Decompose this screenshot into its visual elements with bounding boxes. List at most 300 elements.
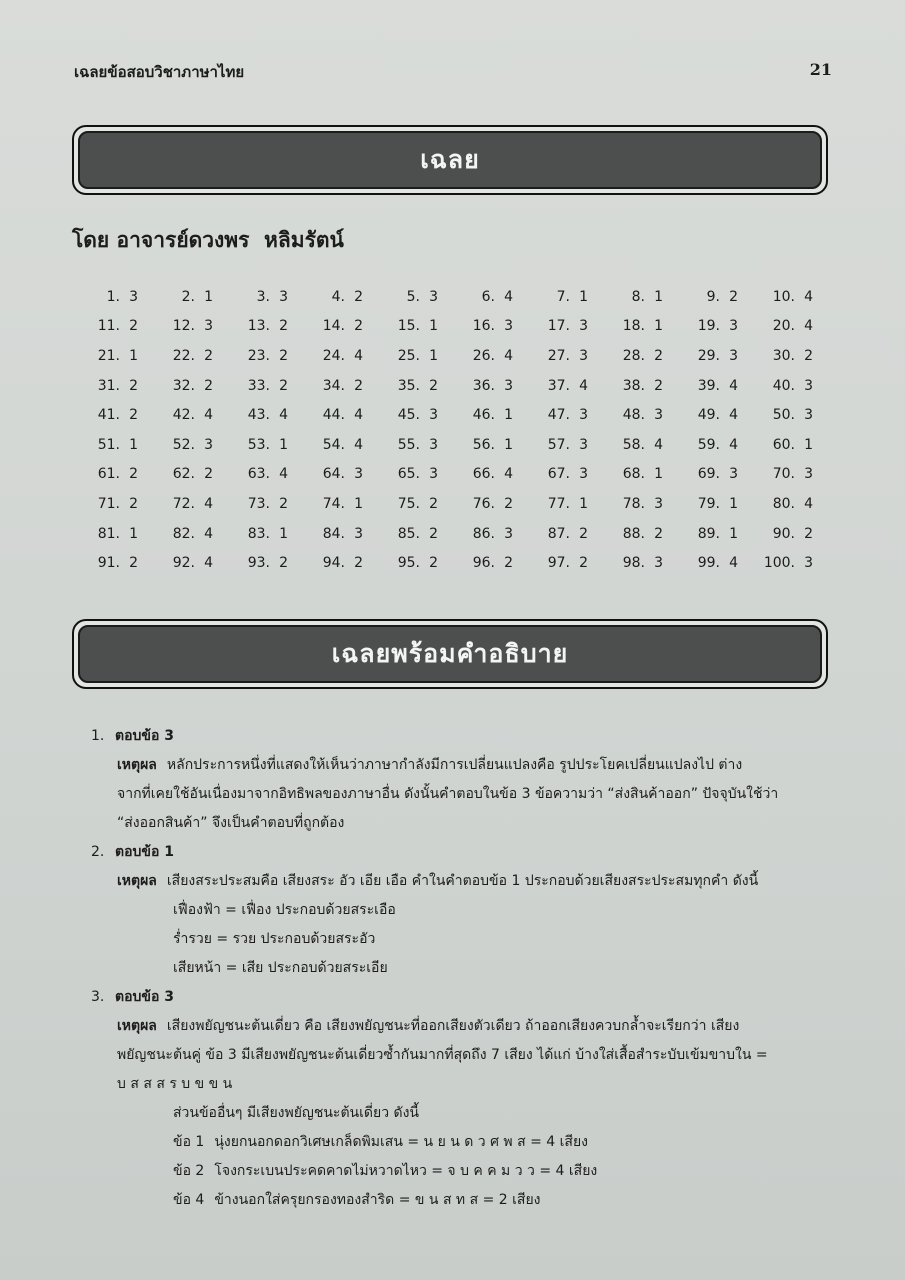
answer-heading <box>91 838 831 867</box>
question-number: 55. <box>397 436 420 453</box>
question-number: 28. <box>622 347 645 364</box>
answer-key-item <box>599 400 674 430</box>
answer-key-item <box>749 548 824 578</box>
answer-choice: 2 <box>354 318 363 335</box>
question-number: 82. <box>172 525 195 542</box>
answer-key-item <box>449 282 524 312</box>
answer-key-item <box>149 312 224 342</box>
question-number: 62. <box>172 466 195 483</box>
question-number: 47. <box>547 407 570 424</box>
reason-line <box>91 1070 831 1099</box>
answer-key-item <box>299 282 374 312</box>
reason-label: เหตุผล <box>117 1018 157 1034</box>
item-number: 2. <box>91 844 105 860</box>
question-number: 13. <box>247 318 270 335</box>
explanations-banner-inner <box>78 625 822 683</box>
question-number: 42. <box>172 407 195 424</box>
answer-choice: 1 <box>429 318 438 335</box>
answer-choice: 3 <box>504 318 513 335</box>
answer-key-item <box>524 312 599 342</box>
answer-key-item <box>674 341 749 371</box>
question-number: 12. <box>172 318 195 335</box>
question-number: 23. <box>247 347 270 364</box>
answer-text: ตอบข้อ 3 <box>115 728 174 744</box>
answer-choice: 4 <box>729 407 738 424</box>
answer-choice: 3 <box>429 407 438 424</box>
answer-choice: 1 <box>129 525 138 542</box>
question-number: 44. <box>322 407 345 424</box>
answer-key-item <box>749 341 824 371</box>
answer-choice: 2 <box>804 347 813 364</box>
answer-key-item <box>149 460 224 490</box>
answer-choice: 3 <box>354 525 363 542</box>
answer-key-item <box>449 341 524 371</box>
answer-key-item <box>224 282 299 312</box>
answer-choice: 4 <box>204 407 213 424</box>
answer-choice: 2 <box>429 555 438 572</box>
answer-key-item <box>674 519 749 549</box>
answer-key-item <box>524 489 599 519</box>
answer-key-item <box>524 430 599 460</box>
answer-key-item <box>299 519 374 549</box>
answer-choice: 2 <box>729 288 738 305</box>
answer-choice: 1 <box>129 436 138 453</box>
answer-choice: 2 <box>804 525 813 542</box>
question-number: 1. <box>106 288 120 305</box>
answer-key-item <box>74 341 149 371</box>
answer-choice: 2 <box>129 407 138 424</box>
answer-key-item <box>74 519 149 549</box>
answer-key-item <box>374 400 449 430</box>
question-number: 72. <box>172 495 195 512</box>
answer-key-item <box>524 548 599 578</box>
answer-key-item <box>299 460 374 490</box>
answer-key-item <box>599 312 674 342</box>
answer-key-item <box>599 519 674 549</box>
example-line <box>91 954 831 983</box>
answer-key-item <box>149 430 224 460</box>
running-header <box>74 60 832 82</box>
answer-choice: 4 <box>354 436 363 453</box>
answer-choice: 3 <box>354 466 363 483</box>
question-number: 91. <box>97 555 120 572</box>
answer-choice: 2 <box>129 466 138 483</box>
question-number: 2. <box>181 288 195 305</box>
example-text: ร่ำรวย = รวย ประกอบด้วยสระอัว <box>173 931 376 947</box>
example-text: ข้างนอกใส่ครุยกรองทองสำริด = ข น ส ท ส = 2 เสียง <box>214 1192 541 1208</box>
reason-text: “ส่งออกสินค้า” จึงเป็นคำตอบที่ถูกต้อง <box>117 815 345 831</box>
example-text: นุ่งยกนอกดอกวิเศษเกล็ดพิมเสน = น ย น ด ว ศ พ ส = 4 เสียง <box>214 1134 589 1150</box>
answer-choice: 2 <box>279 555 288 572</box>
question-number: 56. <box>472 436 495 453</box>
question-number: 48. <box>622 407 645 424</box>
answer-choice: 3 <box>804 466 813 483</box>
question-number: 39. <box>697 377 720 394</box>
question-number: 66. <box>472 466 495 483</box>
answer-choice: 1 <box>204 288 213 305</box>
question-number: 78. <box>622 495 645 512</box>
question-number: 21. <box>97 347 120 364</box>
answer-key-item <box>449 371 524 401</box>
answers-banner <box>72 125 828 195</box>
question-number: 10. <box>772 288 795 305</box>
question-number: 100. <box>763 555 795 572</box>
answer-key-item <box>74 312 149 342</box>
answer-choice: 3 <box>504 377 513 394</box>
answer-choice: 4 <box>504 288 513 305</box>
answer-key-item <box>299 400 374 430</box>
reason-text: หลักประการหนึ่งที่แสดงให้เห็นว่าภาษากำลังมีการเปลี่ยนแปลงคือ รูปประโยคเปลี่ยนแปลงไป ต่าง <box>166 757 743 773</box>
answer-key-item <box>224 341 299 371</box>
answer-choice: 1 <box>654 466 663 483</box>
answer-choice: 2 <box>129 495 138 512</box>
reason-label: เหตุผล <box>117 757 157 773</box>
answer-choice: 3 <box>579 466 588 483</box>
answer-key-item <box>374 341 449 371</box>
answer-choice: 3 <box>129 288 138 305</box>
question-number: 51. <box>97 436 120 453</box>
answer-key-item <box>524 282 599 312</box>
answer-text: ตอบข้อ 3 <box>115 989 174 1005</box>
answer-text: ตอบข้อ 1 <box>115 844 174 860</box>
answer-key-item <box>599 460 674 490</box>
answer-choice: 2 <box>654 377 663 394</box>
question-number: 63. <box>247 466 270 483</box>
answer-choice: 4 <box>354 407 363 424</box>
answer-choice: 3 <box>654 555 663 572</box>
question-number: 52. <box>172 436 195 453</box>
question-number: 33. <box>247 377 270 394</box>
answers-banner-label: เฉลย <box>420 145 480 174</box>
example-line <box>91 1128 831 1157</box>
answer-choice: 4 <box>504 466 513 483</box>
explanations-banner <box>72 619 828 689</box>
answer-key-item <box>374 430 449 460</box>
example-text: เสียหน้า = เสีย ประกอบด้วยสระเอีย <box>173 960 388 976</box>
question-number: 83. <box>247 525 270 542</box>
question-number: 53. <box>247 436 270 453</box>
question-number: 8. <box>631 288 645 305</box>
question-number: 61. <box>97 466 120 483</box>
explanations-banner-label: เฉลยพร้อมคำอธิบาย <box>331 639 569 668</box>
answer-choice: 4 <box>279 466 288 483</box>
answer-key-item <box>224 430 299 460</box>
question-number: 29. <box>697 347 720 364</box>
question-number: 65. <box>397 466 420 483</box>
example-line <box>91 925 831 954</box>
example-text: โจงกระเบนประคดคาดไม่หวาดไหว = จ บ ค ค ม ว ว = 4 เสียง <box>214 1163 598 1179</box>
answer-key-item <box>524 460 599 490</box>
answer-choice: 1 <box>129 347 138 364</box>
answer-choice: 3 <box>654 407 663 424</box>
question-number: 60. <box>772 436 795 453</box>
answer-choice: 2 <box>654 525 663 542</box>
example-label: ข้อ 2 <box>173 1163 205 1179</box>
answer-choice: 2 <box>129 377 138 394</box>
answer-key-item <box>599 548 674 578</box>
question-number: 79. <box>697 495 720 512</box>
answer-key-item <box>299 341 374 371</box>
answer-choice: 4 <box>204 525 213 542</box>
question-number: 5. <box>406 288 420 305</box>
question-number: 38. <box>622 377 645 394</box>
question-number: 30. <box>772 347 795 364</box>
answer-choice: 4 <box>204 555 213 572</box>
answer-key-item <box>149 282 224 312</box>
question-number: 98. <box>622 555 645 572</box>
answer-key-item <box>599 371 674 401</box>
answer-key-item <box>74 371 149 401</box>
author-byline: โดย อาจารย์ดวงพร หลิมรัตน์ <box>72 227 344 252</box>
question-number: 81. <box>97 525 120 542</box>
answer-choice: 2 <box>504 495 513 512</box>
question-number: 7. <box>556 288 570 305</box>
example-text: ส่วนข้ออื่นๆ มีเสียงพยัญชนะต้นเดี่ยว ดังนี้ <box>173 1105 420 1121</box>
answer-key-item <box>674 460 749 490</box>
answer-key-item <box>449 400 524 430</box>
example-line <box>91 1099 831 1128</box>
answer-choice: 3 <box>579 347 588 364</box>
question-number: 31. <box>97 377 120 394</box>
answer-choice: 2 <box>429 377 438 394</box>
answer-key-item <box>674 489 749 519</box>
question-number: 76. <box>472 495 495 512</box>
item-number: 1. <box>91 728 105 744</box>
reason-line <box>91 867 831 896</box>
answer-choice: 2 <box>129 555 138 572</box>
answer-choice: 2 <box>579 525 588 542</box>
question-number: 99. <box>697 555 720 572</box>
answer-key-item <box>749 460 824 490</box>
answer-choice: 1 <box>504 436 513 453</box>
question-number: 46. <box>472 407 495 424</box>
answer-key-item <box>524 341 599 371</box>
answer-key-item <box>374 282 449 312</box>
question-number: 16. <box>472 318 495 335</box>
answer-key-item <box>224 371 299 401</box>
answer-key-item <box>749 400 824 430</box>
question-number: 18. <box>622 318 645 335</box>
answer-key-item <box>224 312 299 342</box>
answer-key-item <box>74 430 149 460</box>
question-number: 26. <box>472 347 495 364</box>
question-number: 90. <box>772 525 795 542</box>
answer-choice: 1 <box>504 407 513 424</box>
answer-choice: 1 <box>804 436 813 453</box>
question-number: 95. <box>397 555 420 572</box>
answer-choice: 3 <box>579 318 588 335</box>
example-label: ข้อ 1 <box>173 1134 205 1150</box>
answers-banner-inner <box>78 131 822 189</box>
answer-choice: 4 <box>654 436 663 453</box>
reason-line <box>91 1041 831 1070</box>
question-number: 49. <box>697 407 720 424</box>
answer-choice: 2 <box>429 525 438 542</box>
answer-key-item <box>449 519 524 549</box>
answer-choice: 2 <box>279 495 288 512</box>
answer-key-item <box>224 460 299 490</box>
answer-choice: 4 <box>729 436 738 453</box>
answer-key-item <box>749 430 824 460</box>
answer-key-item <box>224 519 299 549</box>
answer-key-item <box>749 489 824 519</box>
question-number: 94. <box>322 555 345 572</box>
question-number: 54. <box>322 436 345 453</box>
answer-key-item <box>449 430 524 460</box>
example-line <box>91 1186 831 1215</box>
answer-choice: 3 <box>804 377 813 394</box>
answer-choice: 4 <box>354 347 363 364</box>
answer-choice: 4 <box>804 495 813 512</box>
answer-choice: 3 <box>654 495 663 512</box>
question-number: 37. <box>547 377 570 394</box>
item-number: 3. <box>91 989 105 1005</box>
answer-key-item <box>749 371 824 401</box>
answer-choice: 1 <box>654 318 663 335</box>
question-number: 75. <box>397 495 420 512</box>
answer-choice: 3 <box>729 318 738 335</box>
answer-choice: 2 <box>579 555 588 572</box>
answer-choice: 3 <box>204 318 213 335</box>
question-number: 22. <box>172 347 195 364</box>
question-number: 70. <box>772 466 795 483</box>
reason-line <box>91 1012 831 1041</box>
answer-choice: 1 <box>354 495 363 512</box>
question-number: 57. <box>547 436 570 453</box>
question-number: 59. <box>697 436 720 453</box>
question-number: 68. <box>622 466 645 483</box>
answer-choice: 2 <box>279 318 288 335</box>
answer-key-item <box>674 400 749 430</box>
example-label: ข้อ 4 <box>173 1192 205 1208</box>
answer-choice: 2 <box>654 347 663 364</box>
explanations-section <box>91 722 831 1215</box>
answer-key-item <box>299 548 374 578</box>
question-number: 80. <box>772 495 795 512</box>
answer-choice: 2 <box>354 377 363 394</box>
answer-key-item <box>149 489 224 519</box>
answer-key-item <box>224 548 299 578</box>
answer-choice: 4 <box>729 377 738 394</box>
question-number: 15. <box>397 318 420 335</box>
question-number: 9. <box>706 288 720 305</box>
answer-choice: 3 <box>579 436 588 453</box>
question-number: 27. <box>547 347 570 364</box>
question-number: 64. <box>322 466 345 483</box>
answer-key-item <box>74 400 149 430</box>
question-number: 40. <box>772 377 795 394</box>
answer-choice: 4 <box>579 377 588 394</box>
question-number: 85. <box>397 525 420 542</box>
answer-choice: 4 <box>504 347 513 364</box>
question-number: 19. <box>697 318 720 335</box>
answer-key-item <box>74 282 149 312</box>
question-number: 86. <box>472 525 495 542</box>
answer-key-item <box>674 282 749 312</box>
answer-key-item <box>149 341 224 371</box>
answer-key-item <box>149 548 224 578</box>
answer-key-item <box>599 341 674 371</box>
answer-choice: 1 <box>729 495 738 512</box>
answer-key-item <box>524 519 599 549</box>
answer-choice: 1 <box>279 436 288 453</box>
answer-choice: 1 <box>429 347 438 364</box>
answer-choice: 4 <box>204 495 213 512</box>
question-number: 77. <box>547 495 570 512</box>
answer-key-item <box>449 489 524 519</box>
answer-choice: 3 <box>429 466 438 483</box>
question-number: 17. <box>547 318 570 335</box>
answer-choice: 2 <box>279 377 288 394</box>
answer-choice: 3 <box>279 288 288 305</box>
answer-key-item <box>74 548 149 578</box>
answer-key-item <box>74 460 149 490</box>
answer-key-item <box>224 400 299 430</box>
answer-heading <box>91 983 831 1012</box>
question-number: 87. <box>547 525 570 542</box>
answer-key-item <box>599 430 674 460</box>
answer-key-item <box>674 430 749 460</box>
page-number: 21 <box>809 60 832 79</box>
question-number: 73. <box>247 495 270 512</box>
question-number: 35. <box>397 377 420 394</box>
answer-key-item <box>299 430 374 460</box>
answer-choice: 4 <box>804 318 813 335</box>
answer-choice: 1 <box>279 525 288 542</box>
answer-heading <box>91 722 831 751</box>
question-number: 45. <box>397 407 420 424</box>
answer-key-item <box>749 282 824 312</box>
answer-key-item <box>149 400 224 430</box>
question-number: 36. <box>472 377 495 394</box>
question-number: 14. <box>322 318 345 335</box>
answer-choice: 3 <box>729 347 738 364</box>
question-number: 71. <box>97 495 120 512</box>
answer-key-grid <box>74 282 824 578</box>
answer-choice: 2 <box>129 318 138 335</box>
example-text: เฟื่องฟ้า = เฟื่อง ประกอบด้วยสระเอือ <box>173 902 396 918</box>
answer-key-item <box>224 489 299 519</box>
answer-key-item <box>524 371 599 401</box>
answer-key-item <box>149 371 224 401</box>
reason-text: จากที่เคยใช้อันเนื่องมาจากอิทธิพลของภาษาอื่น ดังนั้นคำตอบในข้อ 3 ข้อความว่า “ส่งสินค้าออก” ปัจจุบันใช้ว่า <box>117 786 779 802</box>
answer-key-item <box>749 312 824 342</box>
answer-key-item <box>374 548 449 578</box>
answer-key-item <box>299 312 374 342</box>
answer-choice: 3 <box>729 466 738 483</box>
question-number: 24. <box>322 347 345 364</box>
answer-key-item <box>674 548 749 578</box>
answer-key-item <box>749 519 824 549</box>
question-number: 58. <box>622 436 645 453</box>
answer-key-item <box>374 519 449 549</box>
answer-key-item <box>149 519 224 549</box>
answer-choice: 3 <box>804 407 813 424</box>
question-number: 3. <box>256 288 270 305</box>
answer-key-item <box>449 312 524 342</box>
answer-choice: 2 <box>504 555 513 572</box>
question-number: 88. <box>622 525 645 542</box>
answer-key-item <box>674 371 749 401</box>
reason-text: บ ส ส ส ร บ ข ข น <box>117 1076 233 1092</box>
answer-choice: 2 <box>429 495 438 512</box>
question-number: 32. <box>172 377 195 394</box>
reason-text: เสียงสระประสมคือ เสียงสระ อัว เอีย เอือ คำในคำตอบข้อ 1 ประกอบด้วยเสียงสระประสมทุกคำ ดังนี้ <box>166 873 759 889</box>
reason-line <box>91 780 831 809</box>
answer-choice: 3 <box>579 407 588 424</box>
question-number: 74. <box>322 495 345 512</box>
answer-key-item <box>599 282 674 312</box>
